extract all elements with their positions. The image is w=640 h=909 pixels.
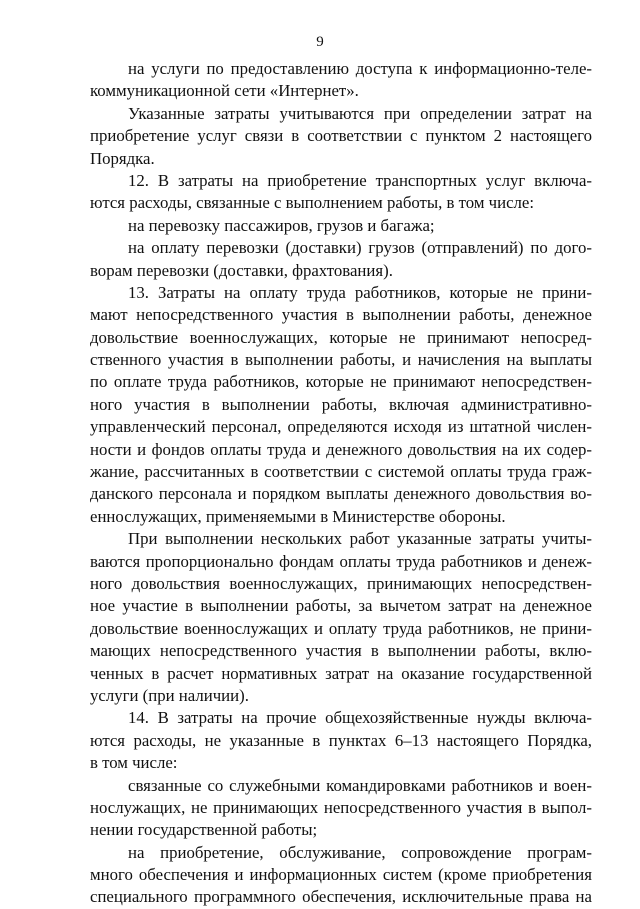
text-line: ное участие в выполнении работы, за вычетом затрат на денежное xyxy=(90,596,592,616)
page-number: 9 xyxy=(316,34,324,50)
text-line: 13. Затраты на оплату труда работников, которые не прини- xyxy=(128,282,592,302)
text-line: довольствие военнослужащих, которые не принимают непосред- xyxy=(90,327,592,347)
text-line: ного довольствия военнослужащих, принимающих непосредствен- xyxy=(90,573,592,593)
text-line: услуги (при наличии). xyxy=(90,685,249,705)
text-line: 12. В затраты на приобретение транспортных услуг включа- xyxy=(128,170,592,190)
text-line: При выполнении нескольких работ указанные затраты учиты- xyxy=(128,529,592,549)
text-line: данского персонала и порядком выплаты денежного довольствия во- xyxy=(90,484,592,504)
text-line: 14. В затраты на прочие общехозяйственные нужды включа- xyxy=(128,708,592,728)
text-line: мающих непосредственного участия в выполнении работы, вклю- xyxy=(90,641,592,661)
text-line: управленческий персонал, определяются исходя из штатной числен- xyxy=(90,417,592,437)
text-line: жание, рассчитанных в соответствии с системой оплаты труда граж- xyxy=(90,462,592,482)
text-line: специального программного обеспечения, исключительные права на xyxy=(90,887,592,907)
body-text xyxy=(90,58,592,909)
text-line: приобретение услуг связи в соответствии с пунктом 2 настоящего xyxy=(90,126,592,146)
text-line: ваются пропорционально фондам оплаты труда работников и денеж- xyxy=(90,551,592,571)
text-line: ственного участия в выполнении работы, и начисления на выплаты xyxy=(90,350,592,370)
text-line: нослужащих, не принимающих непосредственного участия в выпол- xyxy=(90,797,592,817)
text-line: ного участия в выполнении работы, включая административно- xyxy=(90,394,592,414)
text-line: довольствие военнослужащих и оплату труда работников, не прини- xyxy=(90,618,592,638)
text-line: Порядка. xyxy=(90,148,155,168)
text-line: много обеспечения и информационных систем (кроме приобретения xyxy=(90,865,592,885)
text-line: на перевозку пассажиров, грузов и багажа; xyxy=(128,215,435,235)
text-line: ности и фондов оплаты труда и денежного довольствия на их содер- xyxy=(90,439,592,459)
text-line: связанные со служебными командировками работников и воен- xyxy=(128,775,592,795)
text-line: по оплате труда работников, которые не принимают непосредствен- xyxy=(90,372,592,392)
text-line: ворам перевозки (доставки, фрахтования). xyxy=(90,260,393,280)
text-line: мают непосредственного участия в выполнении работы, денежное xyxy=(90,305,592,325)
text-line: ченных в расчет нормативных затрат на оказание государственной xyxy=(90,663,592,683)
text-line: в том числе: xyxy=(90,753,178,773)
text-line: ются расходы, связанные с выполнением работы, в том числе: xyxy=(90,193,535,213)
text-line: ются расходы, не указанные в пунктах 6–13 настоящего Порядка, xyxy=(90,730,592,750)
text-line: на приобретение, обслуживание, сопровождение програм- xyxy=(128,842,592,862)
text-line: нении государственной работы; xyxy=(90,820,318,840)
text-line: Указанные затраты учитываются при определении затрат на xyxy=(128,103,592,123)
text-line: коммуникационной сети «Интернет». xyxy=(90,81,359,101)
text-line: еннослужащих, применяемыми в Министерстве обороны. xyxy=(90,506,506,526)
text-line: на оплату перевозки (доставки) грузов (отправлений) по дого- xyxy=(128,238,592,258)
text-line: на услуги по предоставлению доступа к информационно-теле- xyxy=(128,59,592,78)
